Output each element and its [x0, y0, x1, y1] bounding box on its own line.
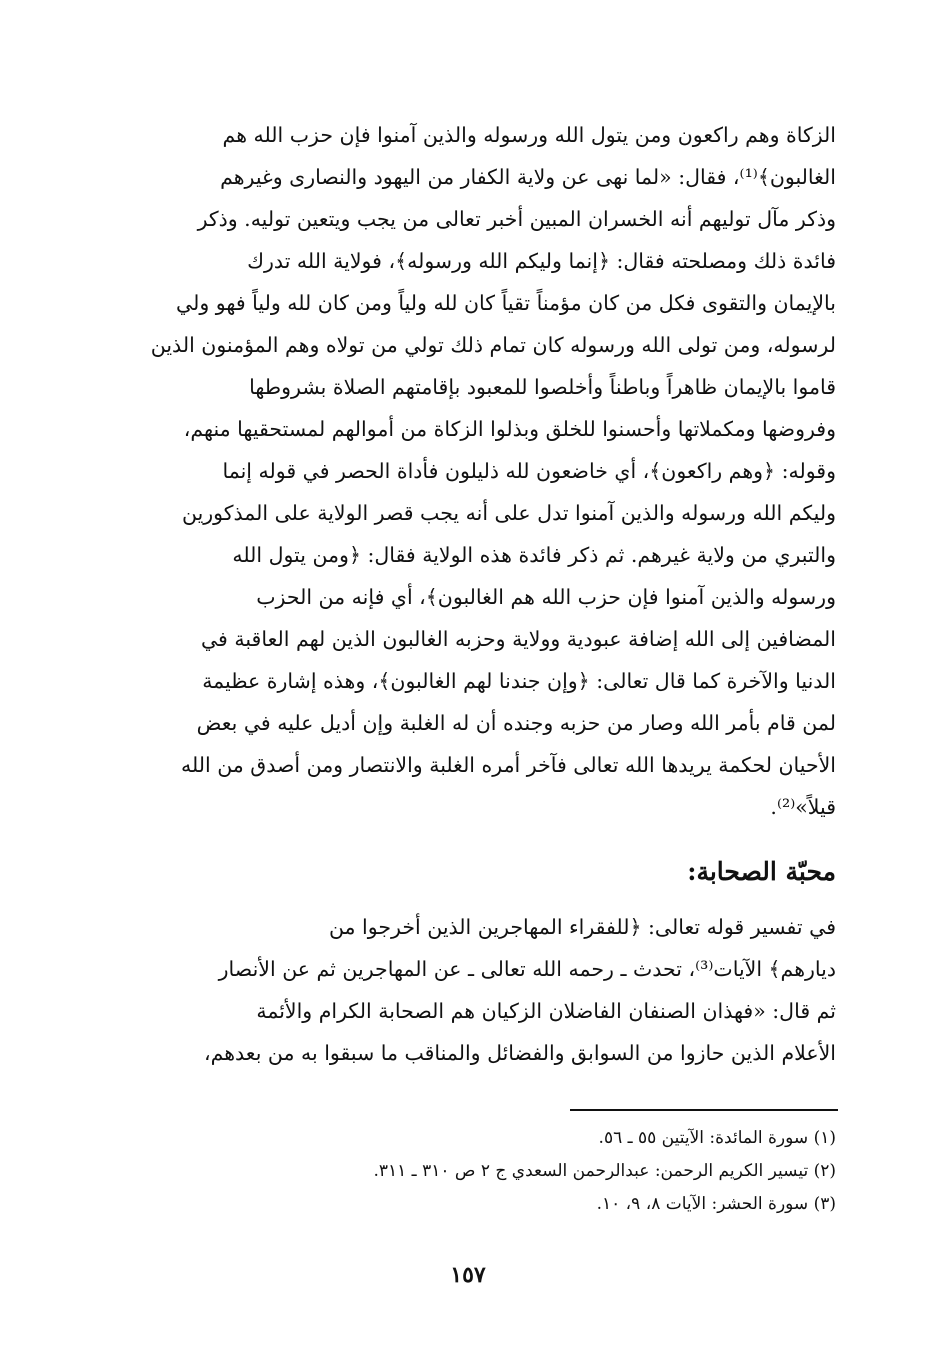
- text-line: قيلاً»⁽²⁾.: [770, 795, 836, 819]
- footnote-separator: [570, 1109, 838, 1111]
- main-text: [130, 114, 836, 1074]
- footnote-item: (٢) تيسير الكريم الرحمن: عبدالرحمن السعدي ج ٢ ص ٣١٠ ـ ٣١١.: [373, 1161, 836, 1181]
- text-line: بالإيمان والتقوى فكل من كان مؤمناً تقياً كان لله ولياً ومن كان لله ولياً فهو ولي: [176, 291, 836, 315]
- text-line: قاموا بالإيمان ظاهراً وباطناً وأخلصوا للمعبود بإقامتهم الصلاة بشروطها: [249, 375, 836, 399]
- paragraph-1: [130, 114, 836, 828]
- text-line: لرسوله، ومن تولى الله ورسوله كان تمام ذلك تولي من تولاه وهم المؤمنون الذين: [150, 333, 836, 357]
- text-line: وذكر مآل توليهم أنه الخسران المبين أخبر تعالى من يجب ويتعين توليه. وذكر: [197, 207, 836, 231]
- text-line: المضافين إلى الله إضافة عبودية وولاية وحزبه الغالبون الذين لهم العاقبة في: [200, 627, 836, 651]
- section-heading: محبّة الصحابة:: [687, 857, 836, 886]
- page-number: ١٥٧: [450, 1262, 486, 1288]
- text-line: الأعلام الذين حازوا من السوابق والفضائل والمناقب ما سبقوا به من بعدهم،: [203, 1041, 836, 1065]
- text-line: في تفسير قوله تعالى: ﴿للفقراء المهاجرين الذين أخرجوا من: [328, 915, 836, 939]
- footnote-item: (١) سورة المائدة: الآيتين ٥٥ ـ ٥٦.: [598, 1128, 836, 1148]
- text-line: الأحيان لحكمة يريدها الله تعالى فآخر أمره الغلبة والانتصار ومن أصدق من الله: [180, 753, 836, 777]
- text-line: وفروضها ومكملاتها وأحسنوا للخلق وبذلوا الزكاة من أموالهم لمستحقيها منهم،: [183, 417, 836, 441]
- text-line: والتبري من ولاية غيرهم. ثم ذكر فائدة هذه الولاية فقال: ﴿ومن يتول الله: [232, 543, 836, 567]
- text-line: وقوله: ﴿وهم راكعون﴾، أي خاضعون لله ذليلون فأداة الحصر في قوله إنما: [222, 459, 836, 483]
- text-line: وليكم الله ورسوله والذين آمنوا تدل على أنه يجب قصر الولاية على المذكورين: [181, 501, 836, 525]
- text-line: ورسوله والذين آمنوا فإن حزب الله هم الغالبون﴾، أي فإنه من الحزب: [256, 585, 836, 609]
- text-line: ثم قال: «فهذان الصنفان الفاضلان الزكيان هم الصحابة الكرام والأئمة: [256, 999, 836, 1023]
- footnotes: [130, 1122, 836, 1221]
- text-line: الدنيا والآخرة كما قال تعالى: ﴿وإن جندنا لهم الغالبون﴾، وهذه إشارة عظيمة: [202, 669, 836, 693]
- footnote-item: (٣) سورة الحشر: الآيات ٨، ٩، ١٠.: [596, 1194, 836, 1214]
- text-line: لمن قام بأمر الله وصار من حزبه وجنده أن له الغلبة وإن أديل عليه في بعض: [196, 711, 836, 735]
- text-line: الغالبون﴾⁽¹⁾، فقال: «لما نهى عن ولاية الكفار من اليهود والنصارى وغيرهم: [220, 165, 836, 189]
- text-line: ديارهم﴾ الآيات⁽³⁾، تحدث ـ رحمه الله تعالى ـ عن المهاجرين ثم عن الأنصار: [218, 957, 836, 981]
- text-line: فائدة ذلك ومصلحته فقال: ﴿إنما وليكم الله ورسوله﴾، فولاية الله تدرك: [247, 249, 836, 273]
- text-line: الزكاة وهم راكعون ومن يتول الله ورسوله والذين آمنوا فإن حزب الله هم: [222, 123, 836, 147]
- paragraph-2: [130, 906, 836, 1074]
